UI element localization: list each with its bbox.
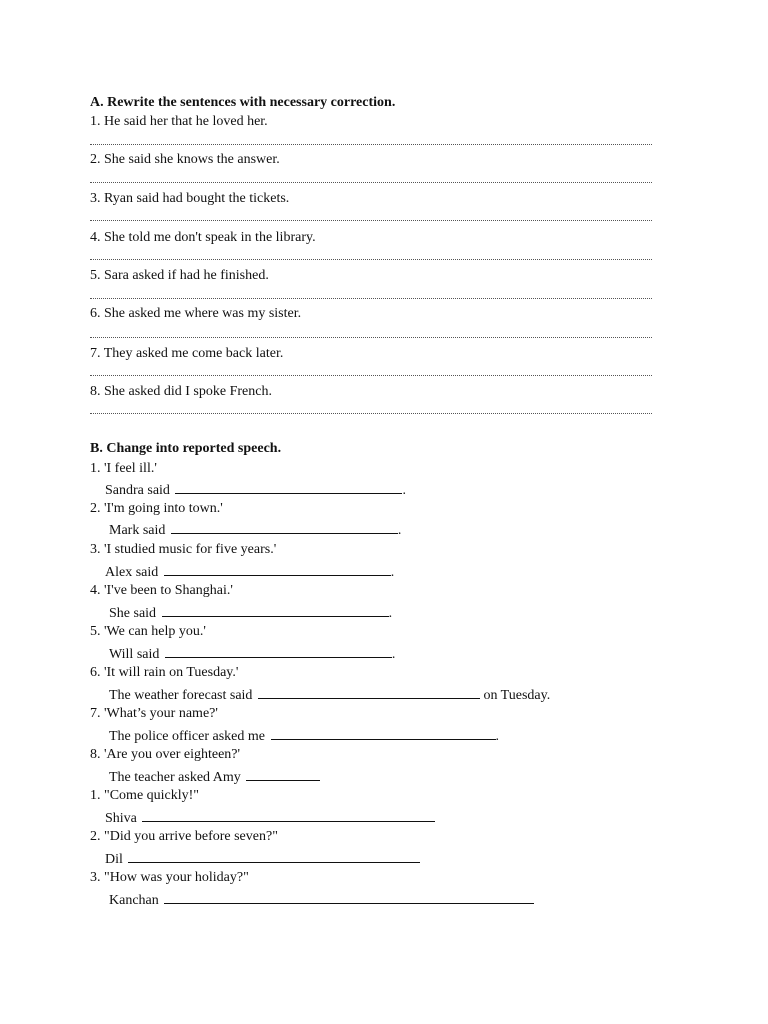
answer-blank[interactable] bbox=[271, 726, 496, 740]
answer-dotted-line bbox=[90, 298, 652, 299]
section-b-heading: B. Change into reported speech. bbox=[90, 441, 282, 456]
reported-lead: She said bbox=[109, 606, 157, 621]
reported-lead: Will said bbox=[109, 647, 160, 662]
section-a-item: 3. Ryan said had bought the tickets. bbox=[90, 191, 290, 206]
reported-tail: . bbox=[391, 647, 396, 662]
reported-line bbox=[109, 644, 395, 664]
section-a-item: 2. She said she knows the answer. bbox=[90, 152, 280, 167]
answer-blank[interactable] bbox=[246, 767, 320, 781]
reported-lead: The teacher asked Amy bbox=[109, 770, 241, 785]
quote-line: 7. 'What’s your name?' bbox=[90, 706, 218, 721]
section-a-item: 7. They asked me come back later. bbox=[90, 346, 284, 361]
answer-dotted-line bbox=[90, 375, 652, 376]
reported-line bbox=[109, 685, 550, 705]
quote-line: 8. 'Are you over eighteen?' bbox=[90, 747, 241, 762]
reported-lead: Dil bbox=[105, 852, 123, 867]
answer-blank[interactable] bbox=[165, 644, 392, 658]
answer-blank[interactable] bbox=[175, 480, 402, 494]
reported-line bbox=[109, 890, 534, 910]
reported-lead: Kanchan bbox=[109, 893, 159, 908]
reported-lead: Alex said bbox=[105, 565, 159, 580]
reported-line bbox=[109, 520, 401, 540]
quote-line: 1. "Come quickly!" bbox=[90, 788, 200, 803]
reported-tail: . bbox=[388, 606, 393, 621]
reported-line bbox=[109, 603, 392, 623]
quote-line: 3. "How was your holiday?" bbox=[90, 870, 249, 885]
answer-blank[interactable] bbox=[164, 562, 391, 576]
reported-line bbox=[105, 562, 394, 582]
quote-line: 2. "Did you arrive before seven?" bbox=[90, 829, 278, 844]
answer-blank[interactable] bbox=[128, 849, 420, 863]
answer-dotted-line bbox=[90, 144, 652, 145]
answer-blank[interactable] bbox=[258, 685, 480, 699]
reported-lead: The police officer asked me bbox=[109, 729, 266, 744]
section-a-item: 4. She told me don't speak in the library. bbox=[90, 230, 316, 245]
reported-tail: on Tuesday. bbox=[479, 688, 551, 703]
reported-lead: The weather forecast said bbox=[109, 688, 253, 703]
answer-dotted-line bbox=[90, 413, 652, 414]
quote-line: 1. 'I feel ill.' bbox=[90, 461, 157, 476]
section-a-item: 5. Sara asked if had he finished. bbox=[90, 268, 269, 283]
reported-tail: . bbox=[402, 483, 406, 498]
section-a-item: 8. She asked did I spoke French. bbox=[90, 384, 272, 399]
answer-dotted-line bbox=[90, 220, 652, 221]
quote-line: 5. 'We can help you.' bbox=[90, 624, 206, 639]
section-a-item: 6. She asked me where was my sister. bbox=[90, 306, 302, 321]
quote-line: 4. 'I've been to Shanghai.' bbox=[90, 583, 233, 598]
reported-tail: . bbox=[397, 523, 402, 538]
answer-dotted-line bbox=[90, 259, 652, 260]
section-a-item: 1. He said her that he loved her. bbox=[90, 114, 268, 129]
reported-tail: . bbox=[495, 729, 500, 744]
quote-line: 3. 'I studied music for five years.' bbox=[90, 542, 277, 557]
answer-dotted-line bbox=[90, 182, 652, 183]
reported-lead: Mark said bbox=[109, 523, 166, 538]
reported-line bbox=[105, 480, 406, 500]
quote-line: 6. 'It will rain on Tuesday.' bbox=[90, 665, 239, 680]
reported-lead: Shiva bbox=[105, 811, 137, 826]
answer-blank[interactable] bbox=[164, 890, 534, 904]
answer-blank[interactable] bbox=[162, 603, 389, 617]
quote-line: 2. 'I'm going into town.' bbox=[90, 501, 223, 516]
answer-blank[interactable] bbox=[142, 808, 435, 822]
reported-line bbox=[109, 767, 320, 787]
reported-line bbox=[105, 849, 420, 869]
reported-lead: Sandra said bbox=[105, 483, 170, 498]
reported-line bbox=[105, 808, 435, 828]
reported-line bbox=[109, 726, 499, 746]
reported-tail: . bbox=[390, 565, 395, 580]
section-a-heading: A. Rewrite the sentences with necessary correction. bbox=[90, 95, 396, 110]
answer-dotted-line bbox=[90, 337, 652, 338]
answer-blank[interactable] bbox=[171, 520, 398, 534]
